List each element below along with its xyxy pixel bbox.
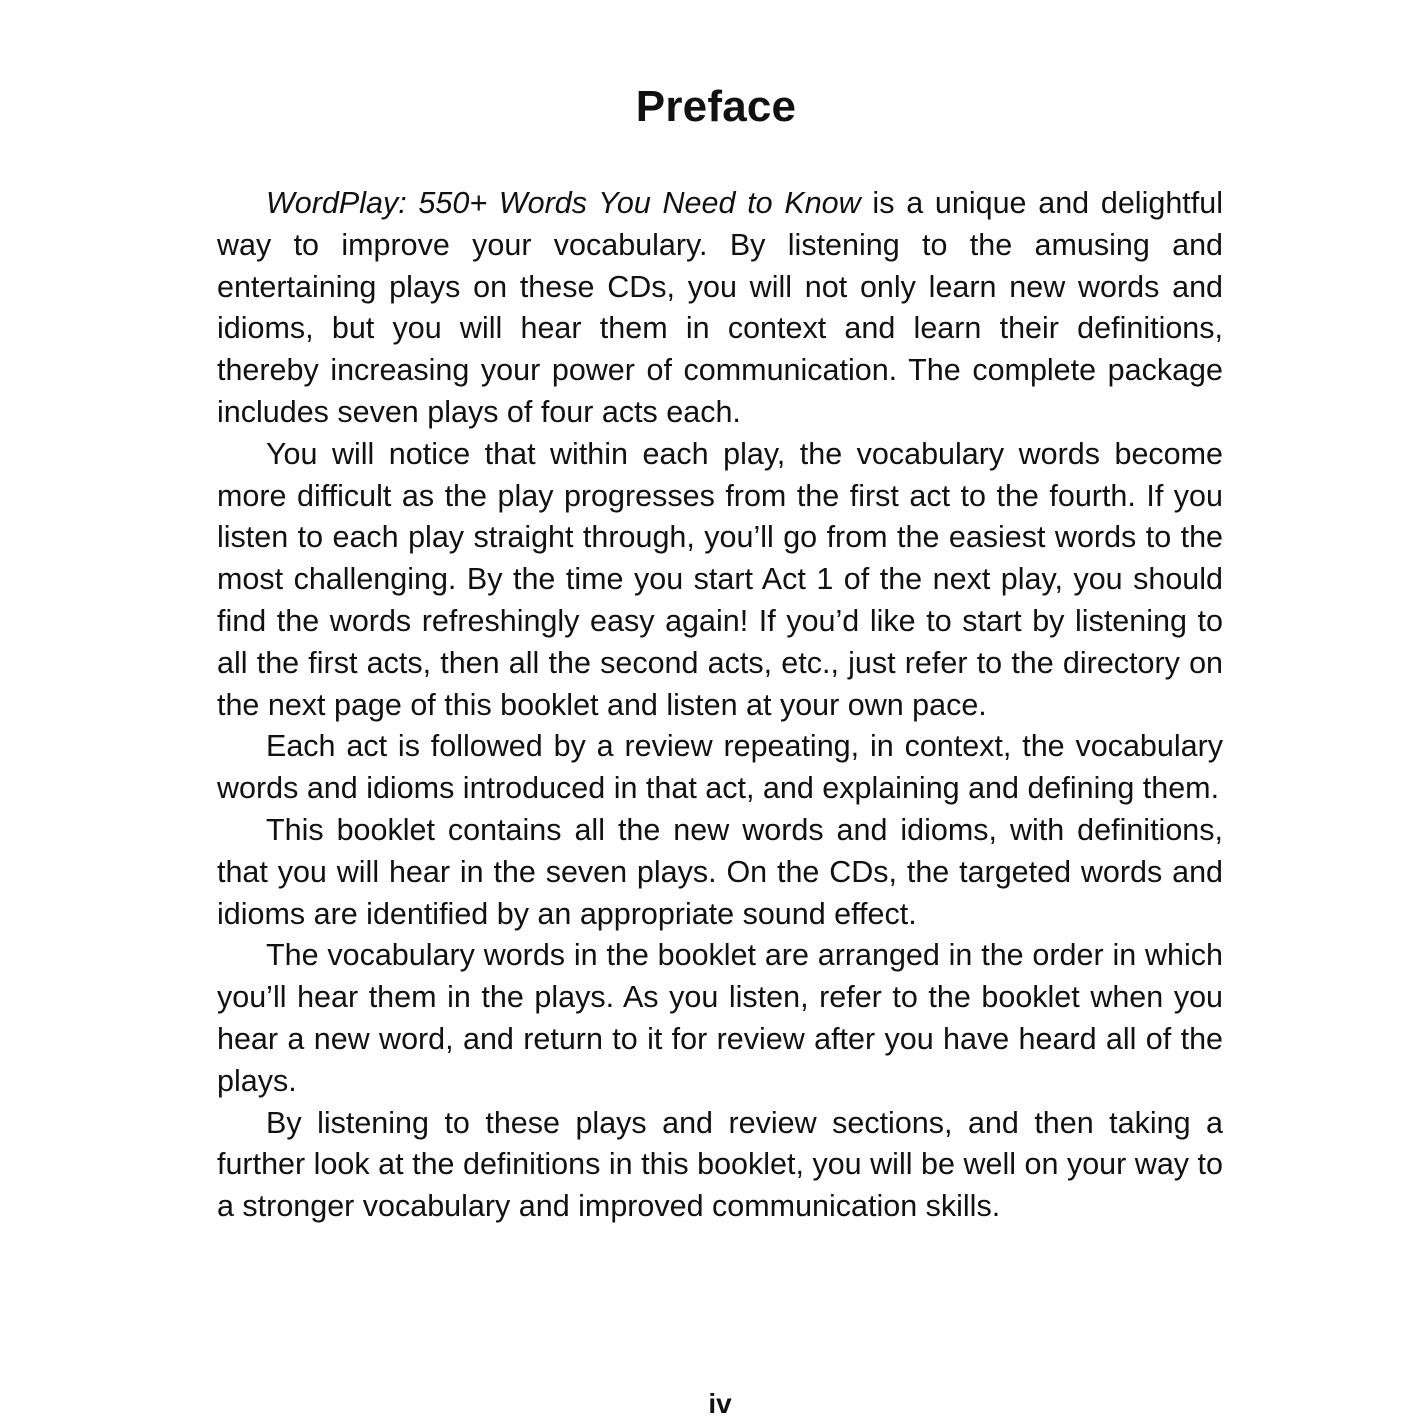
paragraph-1	[217, 183, 1223, 434]
paragraph-4: This booklet contains all the new words and idioms, with definitions, that you will hear in the seven plays. On the CDs, the targeted words and idioms are identified by an appropriate sound effect.	[217, 812, 1223, 931]
preface-body	[217, 183, 1223, 1228]
paragraph-5: The vocabulary words in the booklet are arranged in the order in which you’ll hear them in the plays. As you listen, refer to the booklet when you hear a new word, and return to it for review after you have heard all of the plays.	[217, 938, 1223, 1098]
page-title: Preface	[635, 82, 797, 131]
paragraph-3: Each act is followed by a review repeating, in context, the vocabulary words and idioms introduced in that act, and explaining and defining them.	[217, 729, 1223, 806]
paragraph-2: You will notice that within each play, the vocabulary words become more difficult as the play progresses from the first act to the fourth. If you listen to each play straight through, you’ll go from the easiest words to the most challenging. By the time you start Act 1 of the next play, you should find the words refreshingly easy again! If you’d like to start by listening to all the first acts, then all the second acts, etc., just refer to the directory on the next page of this booklet and listen at your own pace.	[217, 436, 1223, 722]
paragraph-6: By listening to these plays and review sections, and then taking a further look at the definitions in this booklet, you will be well on your way to a stronger vocabulary and improved communication skills.	[217, 1105, 1223, 1224]
paragraph-1-text: is a unique and delightful way to improve your vocabulary. By listening to the amusing and entertaining plays on these CDs, you will not only learn new words and idioms, but you will hear them in context and learn their definitions, thereby increasing your power of communication. The complete package includes seven plays of four acts each.	[217, 186, 1223, 429]
book-title-italic: WordPlay: 550+ Words You Need to Know	[266, 186, 861, 220]
page-number: iv	[708, 1388, 732, 1419]
